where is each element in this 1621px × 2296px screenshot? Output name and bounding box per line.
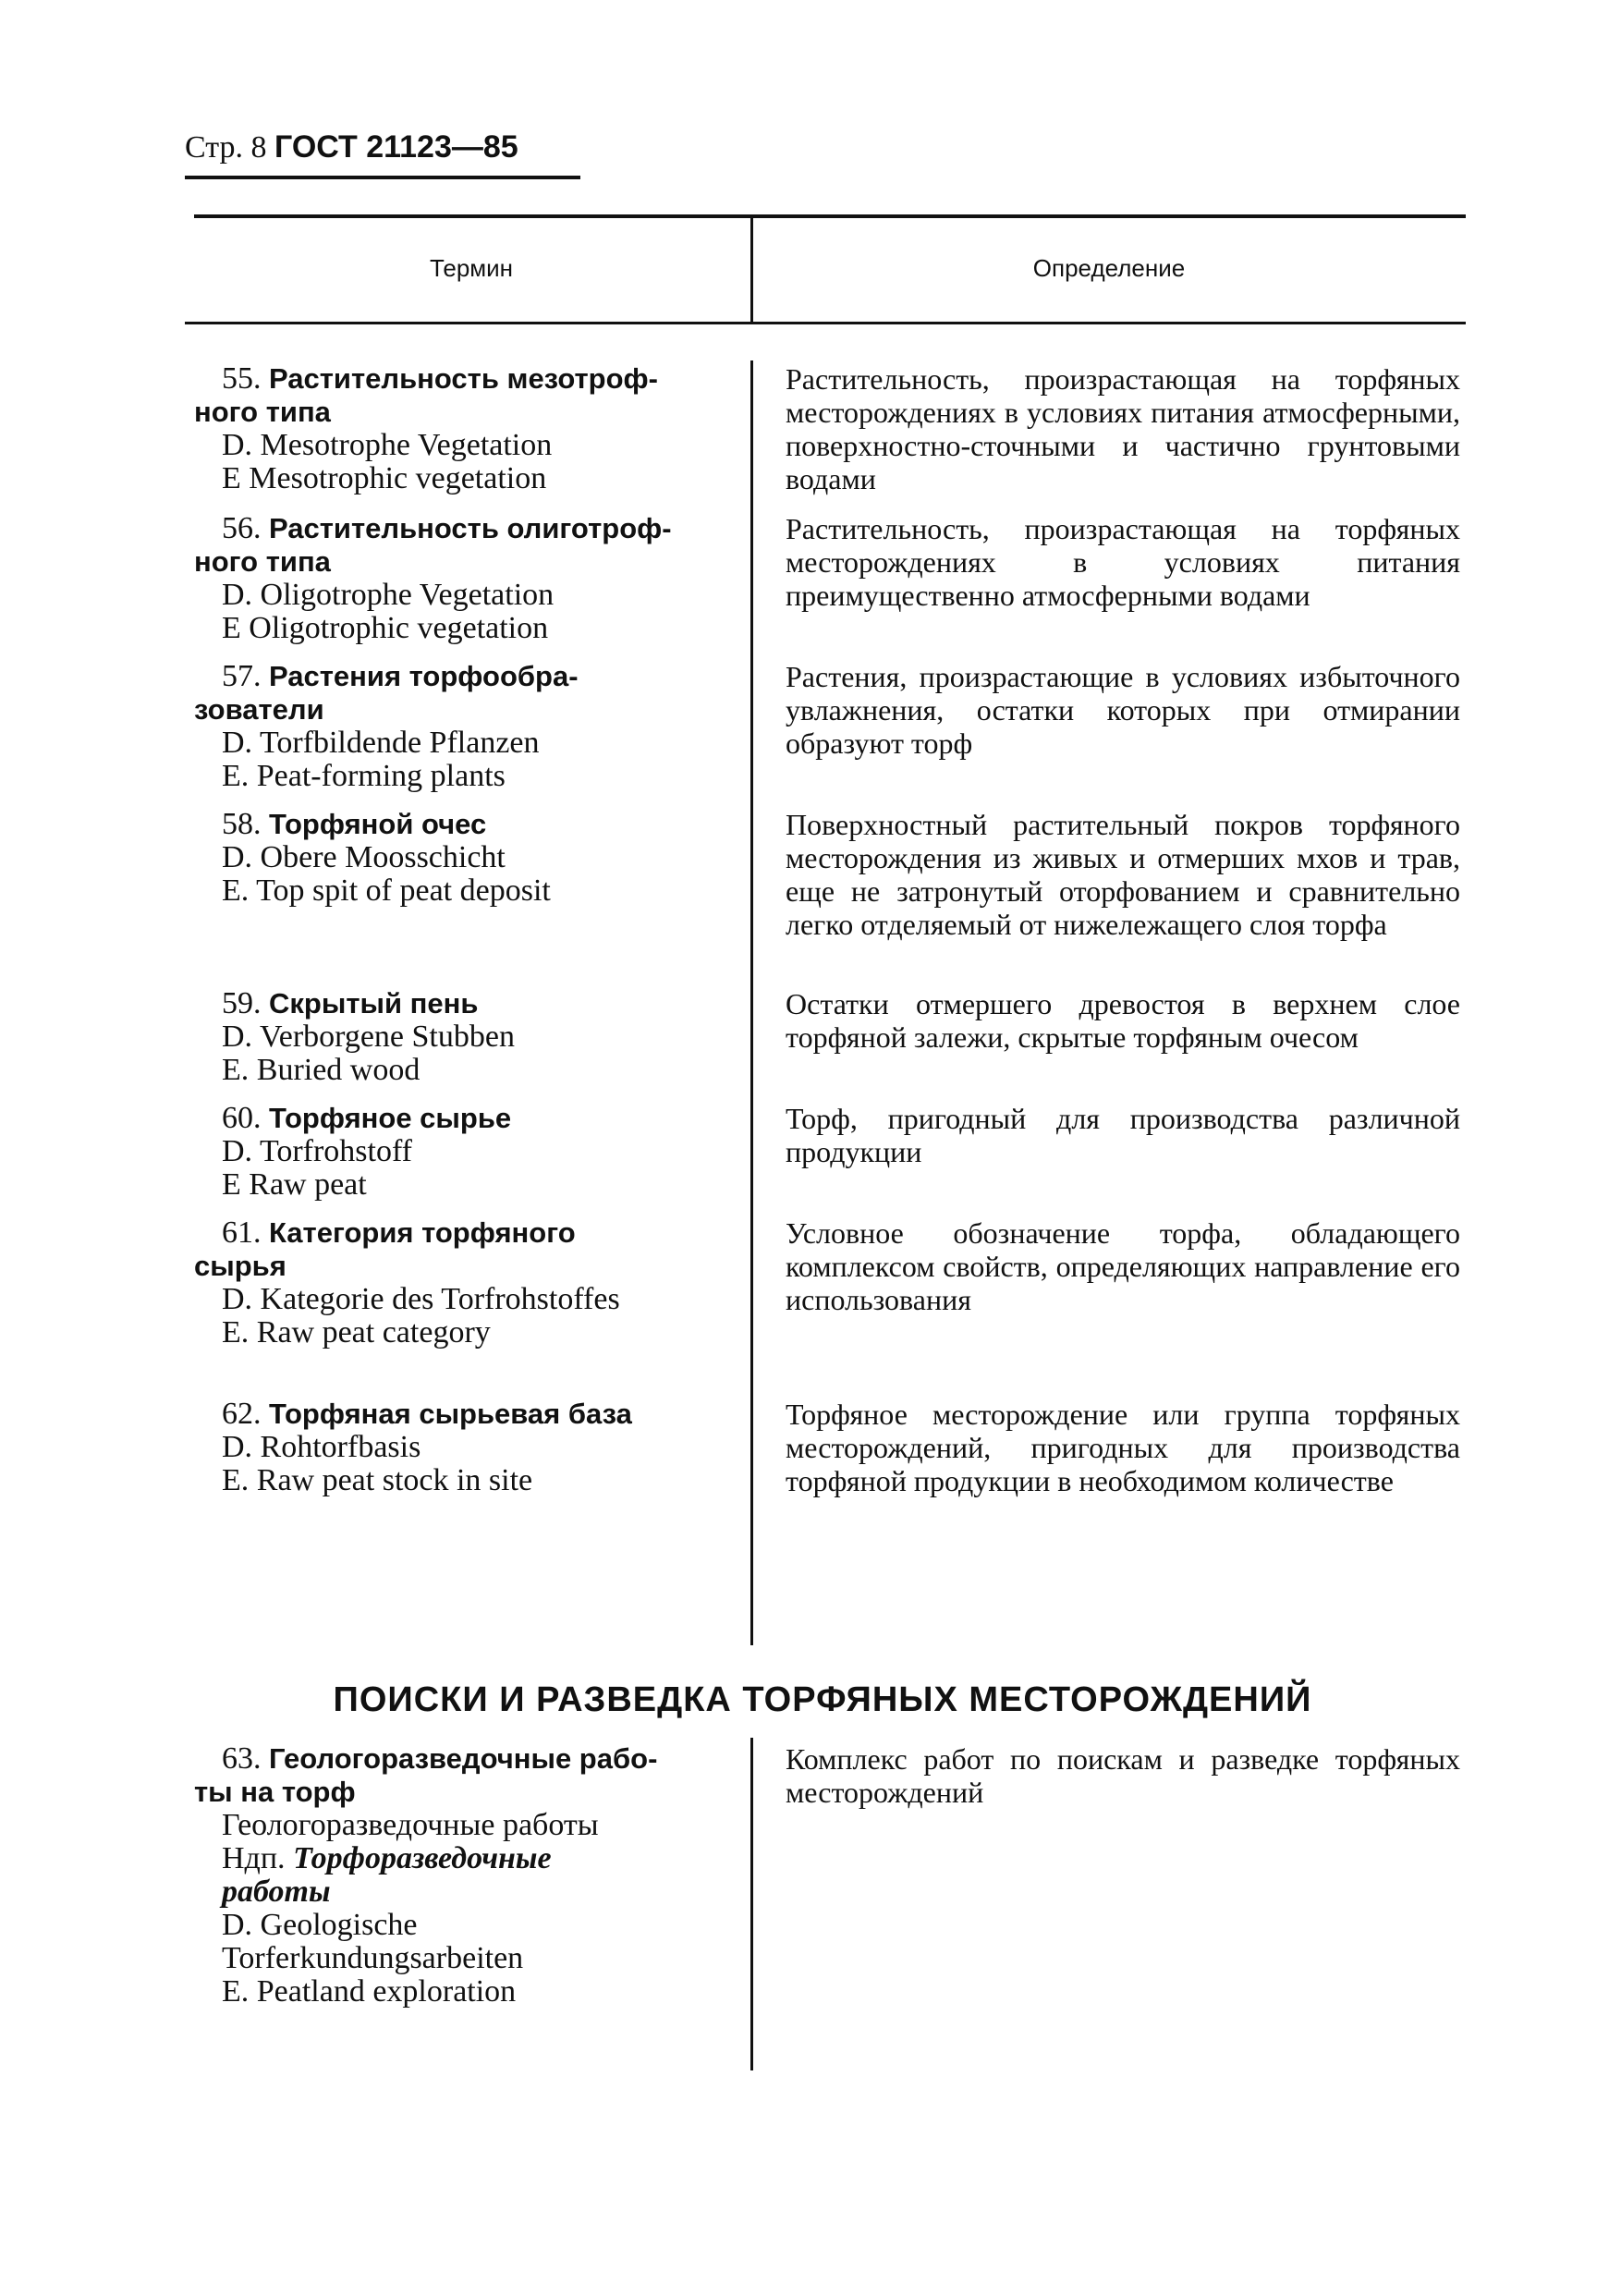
term-entry-56 [194, 512, 698, 645]
term-number: 55. [222, 361, 262, 396]
term-title-rest: зователи [194, 693, 324, 726]
term-entry-62 [194, 1398, 698, 1497]
term-german: D. Kategorie des Torfrohstoffes [222, 1282, 620, 1316]
term-number: 58. [222, 807, 262, 841]
definition-58: Поверхностный растительный покров торфяного месторождения из живых и отмерших мхов и трав, еще не затронутый оторфованием и сравнительно легко отделяемый от нижележащего слоя торфа [786, 808, 1460, 941]
definition-59: Остатки отмершего древостоя в верхнем слое торфяной залежи, скрытые торфяным очесом [786, 987, 1460, 1054]
term-entry-61 [194, 1216, 698, 1350]
term-title-first: Растительность мезотроф- [269, 362, 658, 395]
term-entry-60 [194, 1102, 698, 1202]
term-german: D. Geologische Torferkundungsarbeiten [222, 1908, 524, 1975]
term-english: E. Raw peat category [222, 1315, 491, 1350]
term-english: E. Peatland exploration [222, 1974, 517, 2009]
term-not-recommended [194, 1842, 610, 1909]
term-english: E. Raw peat stock in site [222, 1463, 533, 1497]
definition-55: Растительность, произрастающая на торфяных месторождениях в условиях питания атмосферными, поверхностно-сточными и частично грунтовыми водами [786, 362, 1460, 495]
term-synonym: Геологоразведочные работы [222, 1808, 599, 1842]
term-number: 60. [222, 1101, 262, 1135]
term-entry-55 [194, 362, 698, 495]
definition-63: Комплекс работ по поискам и разведке торфяных месторождений [786, 1742, 1460, 1809]
term-title-rest: ты на торф [194, 1776, 356, 1808]
term-german: D. Obere Moosschicht [222, 840, 506, 874]
term-number: 62. [222, 1397, 262, 1431]
term-entry-63 [194, 1742, 698, 2009]
term-german: D. Mesotrophe Vegetation [222, 428, 553, 462]
term-title [194, 1216, 698, 1250]
term-entry-57 [194, 660, 698, 793]
definition-56: Растительность, произрастающая на торфяных месторождениях в условиях питания преимущественно атмосферными водами [786, 512, 1460, 612]
section-column-divider [750, 1738, 753, 2070]
term-title-first: Категория торфяного [269, 1216, 576, 1249]
term-title [194, 362, 698, 396]
term-english: E Mesotrophic vegetation [222, 461, 547, 495]
term-number: 57. [222, 659, 262, 693]
term-number: 61. [222, 1215, 262, 1250]
term-title [194, 987, 698, 1020]
column-header-term: Термин [429, 254, 514, 282]
term-english: E. Buried wood [222, 1053, 420, 1087]
term-entry-59 [194, 987, 698, 1087]
definition-60: Торф, пригодный для производства различной продукции [786, 1102, 1460, 1168]
term-german: D. Oligotrophe Vegetation [222, 578, 555, 612]
term-title-first: Торфяной очес [269, 808, 487, 840]
term-title-rest: сырья [194, 1250, 286, 1282]
term-title [194, 1398, 698, 1431]
term-number: 56. [222, 511, 262, 545]
term-german: D. Torfbildende Pflanzen [222, 726, 540, 760]
term-title [194, 1102, 698, 1135]
term-german: D. Rohtorfbasis [222, 1430, 421, 1464]
term-title-first: Скрытый пень [269, 987, 479, 1020]
term-title-first: Геологоразведочные рабо- [269, 1742, 658, 1775]
table-top-rule [194, 214, 1466, 218]
term-title-first: Торфяная сырьевая база [269, 1398, 632, 1430]
term-english: E. Peat-forming plants [222, 759, 506, 793]
definition-57: Растения, произрастающие в условиях избыточного увлажнения, остатки которых при отмирании образуют торф [786, 660, 1460, 760]
header-underline [185, 176, 580, 179]
term-entry-58 [194, 808, 698, 908]
nadp-term: Торфоразведочные работы [222, 1841, 552, 1909]
column-header-definition: Определение [1032, 254, 1186, 282]
term-english: E. Top spit of peat deposit [222, 873, 551, 908]
term-title [194, 808, 698, 841]
section-title: ПОИСКИ И РАЗВЕДКА ТОРФЯНЫХ МЕСТОРОЖДЕНИЙ [333, 1680, 1312, 1719]
term-number: 59. [222, 986, 262, 1020]
definition-61: Условное обозначение торфа, обладающего комплексом свойств, определяющих направление его использования [786, 1216, 1460, 1316]
table-header-bottom-rule [185, 322, 1466, 324]
term-title [194, 660, 698, 693]
term-title-first: Растения торфообра- [269, 660, 579, 692]
column-divider-body [750, 360, 753, 1645]
page-header [185, 129, 518, 165]
term-title [194, 1742, 698, 1776]
term-title-rest: ного типа [194, 545, 331, 578]
term-title-rest: ного типа [194, 396, 331, 428]
definition-62: Торфяное месторождение или группа торфяных месторождений, пригодных для производства торфяной продукции в необходимом количестве [786, 1398, 1460, 1497]
term-title-first: Растительность олиготроф- [269, 512, 672, 544]
term-english: E Raw peat [222, 1167, 367, 1202]
standard-code: ГОСТ 21123—85 [274, 129, 518, 165]
term-german: D. Verborgene Stubben [222, 1020, 515, 1054]
term-title-first: Торфяное сырье [269, 1102, 512, 1134]
nadp-label: Ндп. [222, 1841, 286, 1875]
term-number: 63. [222, 1741, 262, 1776]
term-title [194, 512, 698, 545]
term-german: D. Torfrohstoff [222, 1134, 413, 1168]
term-english: E Oligotrophic vegetation [222, 611, 549, 645]
page-number: Стр. 8 [185, 130, 267, 165]
